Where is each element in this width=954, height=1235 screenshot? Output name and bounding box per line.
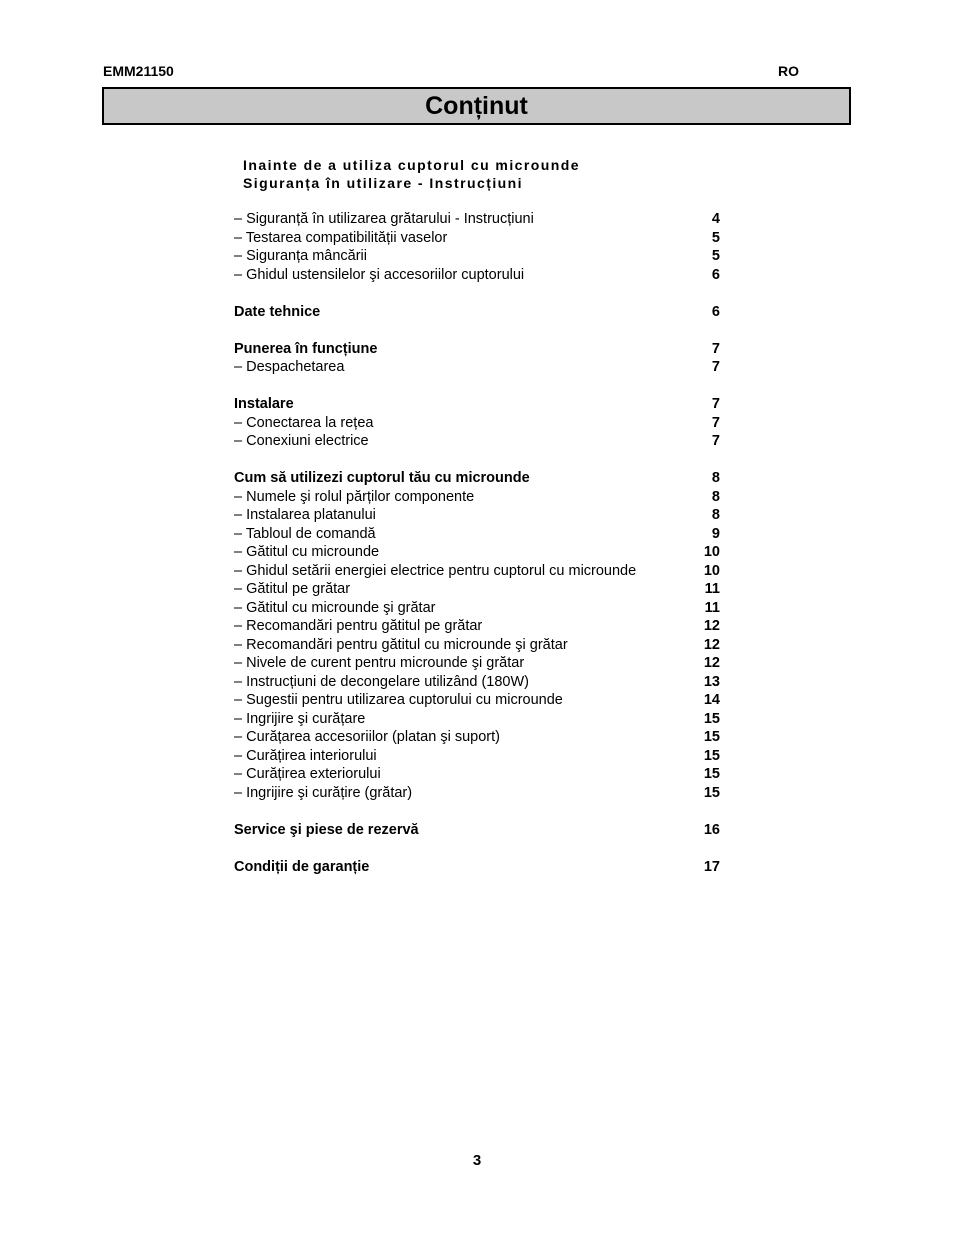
toc-label: Date tehnice [234, 303, 321, 320]
toc-label: – Ingrijire şi curățare [234, 710, 366, 727]
toc-entry [234, 654, 720, 673]
toc-label: – Numele şi rolul părților componente [234, 488, 475, 505]
toc-spacer [234, 839, 720, 858]
toc-page-number: 10 [703, 544, 720, 560]
toc-label: – Conectarea la rețea [234, 414, 374, 431]
toc-label: – Nivele de curent pentru microunde şi grătar [234, 655, 525, 671]
toc-page-number: 8 [711, 507, 720, 523]
toc-label: – Siguranță în utilizarea grătarului - Instrucțiuni [234, 211, 534, 227]
toc-label: – Ingrijire şi curățire (grătar) [234, 784, 413, 801]
intro-line: Inainte de a utiliza cuptorul cu microunde [243, 157, 581, 173]
toc-entry [234, 210, 720, 229]
intro-line: Siguranța în utilizare - Instrucțiuni [243, 175, 524, 191]
toc-page-number: 15 [703, 747, 720, 764]
toc-section [234, 821, 720, 840]
toc-section [234, 303, 720, 322]
toc-section [234, 469, 720, 488]
toc-label: Condiții de garanție [234, 858, 370, 875]
toc-entry [234, 358, 720, 377]
title-banner [102, 87, 851, 125]
toc-label: – Conexiuni electrice [234, 433, 369, 449]
toc-spacer [234, 377, 720, 396]
toc-label: – Ghidul setării energiei electrice pentru cuptorul cu microunde [234, 562, 637, 579]
toc-entry [234, 266, 720, 285]
toc-entry [234, 636, 720, 655]
toc-spacer [234, 284, 720, 303]
toc-page-number: 12 [703, 655, 720, 671]
toc-page-number: 10 [703, 562, 720, 579]
toc-label: – Instalarea platanului [234, 507, 376, 523]
toc-label: – Curățirea interiorului [234, 747, 377, 764]
toc-page-number: 15 [703, 710, 720, 727]
toc-entry [234, 247, 720, 266]
toc-page-number: 17 [703, 858, 720, 875]
toc-entry [234, 229, 720, 248]
toc-entry [234, 784, 720, 803]
toc-page-number: 16 [703, 821, 720, 838]
toc-page-number: 5 [711, 248, 720, 264]
toc-page-number: 6 [711, 303, 720, 320]
toc-entry [234, 673, 720, 692]
page-number: 3 [472, 1152, 482, 1169]
language-code: RO [778, 63, 799, 79]
toc-page-number: 12 [703, 618, 720, 634]
toc-label: – Recomandări pentru gătitul cu microunde şi grătar [234, 636, 568, 653]
toc-label: Service şi piese de rezervă [234, 821, 419, 838]
toc-entry [234, 617, 720, 636]
toc-page-number: 8 [711, 488, 720, 505]
toc-section [234, 858, 720, 877]
toc-entry [234, 710, 720, 729]
toc-entry [234, 728, 720, 747]
toc-label: – Instrucțiuni de decongelare utilizând (180W) [234, 673, 529, 690]
toc-label: – Despachetarea [234, 359, 345, 375]
toc-label: – Curățarea accesoriilor (platan şi suport) [234, 729, 500, 745]
toc-entry [234, 432, 720, 451]
toc-page-number: 12 [703, 636, 720, 653]
toc-label: – Tabloul de comandă [234, 525, 376, 542]
toc-entry [234, 525, 720, 544]
toc-label: – Testarea compatibilității vaselor [234, 229, 448, 246]
toc-entry [234, 765, 720, 784]
toc-entry [234, 488, 720, 507]
toc-section [234, 395, 720, 414]
toc-spacer [234, 802, 720, 821]
page-title: Conținut [425, 91, 528, 120]
toc-page-number: 11 [704, 581, 720, 597]
toc-page-number: 11 [704, 599, 720, 616]
toc-page-number: 7 [711, 340, 720, 357]
toc-entry [234, 414, 720, 433]
toc-page-number: 7 [711, 359, 720, 375]
toc-page-number: 6 [711, 266, 720, 283]
toc-page-number: 13 [703, 673, 720, 690]
toc-entry [234, 747, 720, 766]
toc-page-number: 5 [711, 229, 720, 246]
toc-entry [234, 506, 720, 525]
toc-label: – Ghidul ustensilelor şi accesoriilor cuptorului [234, 266, 525, 283]
toc-label: – Curățirea exteriorului [234, 766, 381, 782]
toc-entry [234, 580, 720, 599]
toc-page-number: 7 [711, 433, 720, 449]
toc-page-number: 7 [711, 414, 720, 431]
toc-label: – Gătitul cu microunde [234, 544, 380, 560]
table-of-contents [234, 210, 720, 876]
toc-label: – Siguranța mâncării [234, 248, 367, 264]
toc-page-number: 7 [711, 396, 720, 412]
toc-label: Instalare [234, 396, 294, 412]
toc-label: – Recomandări pentru gătitul pe grătar [234, 618, 483, 634]
toc-page-number: 14 [703, 692, 720, 708]
toc-page-number: 8 [711, 470, 720, 486]
toc-label: – Gătitul pe grătar [234, 581, 351, 597]
toc-spacer [234, 321, 720, 340]
toc-spacer [234, 451, 720, 470]
toc-page-number: 15 [703, 766, 720, 782]
intro-heading [243, 156, 580, 192]
toc-label: – Gătitul cu microunde şi grătar [234, 599, 436, 616]
toc-label: Cum să utilizezi cuptorul tău cu microunde [234, 470, 530, 486]
toc-page-number: 9 [711, 525, 720, 542]
toc-page-number: 15 [703, 729, 720, 745]
toc-page-number: 4 [711, 211, 720, 227]
toc-entry [234, 562, 720, 581]
toc-entry [234, 599, 720, 618]
toc-label: – Sugestii pentru utilizarea cuptorului cu microunde [234, 692, 563, 708]
toc-page-number: 15 [703, 784, 720, 801]
toc-section [234, 340, 720, 359]
toc-label: Punerea în funcțiune [234, 340, 378, 357]
toc-entry [234, 543, 720, 562]
toc-entry [234, 691, 720, 710]
model-code: EMM21150 [103, 63, 174, 79]
